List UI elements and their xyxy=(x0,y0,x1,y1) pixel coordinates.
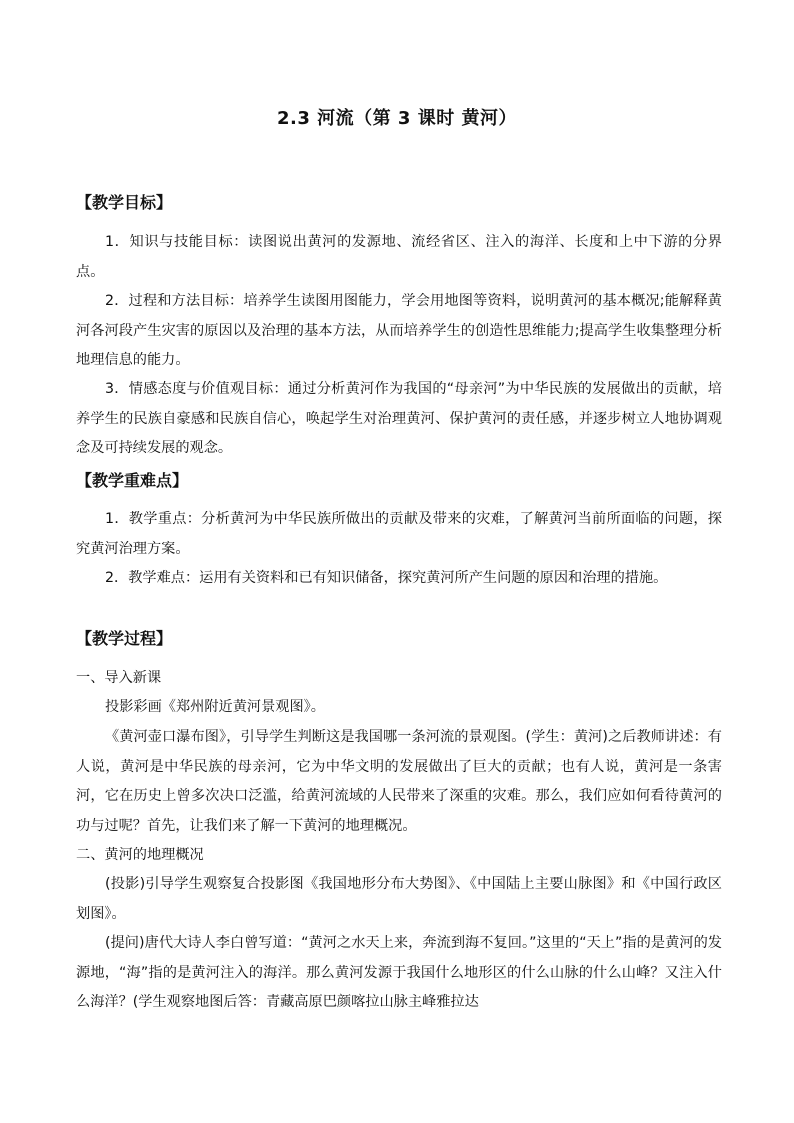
goals-heading: 【教学目标】 xyxy=(76,193,173,212)
goal-item-2: 2．过程和方法目标：培养学生读图用图能力，学会用地图等资料，说明黄河的基本概况;能解释黄河各河段产生灾害的原因以及治理的基本方法，从而培养学生的创造性思维能力;提高学生收集整理分析地理信息的能力。 xyxy=(76,293,722,368)
process-part1-title: 一、导入新课 xyxy=(76,670,162,686)
process-part2-paragraph-1: (投影)引导学生观察复合投影图《我国地形分布大势图》、《中国陆上主要山脉图》和《中国行政区划图》。 xyxy=(76,876,722,922)
page-title: 2.3 河流（第 3 课时 黄河） xyxy=(277,108,517,129)
process-part1-paragraph: 《黄河壶口瀑布图》，引导学生判断这是我国哪一条河流的景观图。(学生：黄河)之后教师讲述：有人说，黄河是中华民族的母亲河，它为中华文明的发展做出了巨大的贡献；也有人说，黄河是一条害河，它在历史上曾多次决口泛滥，给黄河流域的人民带来了深重的灾难。那么，我们应如何看待黄河的功与过呢？首先，让我们来了解一下黄河的地理概况。 xyxy=(76,729,722,834)
key-point-1: 1．教学重点：分析黄河为中华民族所做出的贡献及带来的灾难，了解黄河当前所面临的问题，探究黄河治理方案。 xyxy=(76,511,722,557)
process-part2-title: 二、黄河的地理概况 xyxy=(76,847,204,863)
process-part2-paragraph-2: (提问)唐代大诗人李白曾写道：“黄河之水天上来，奔流到海不复回。”这里的“天上”指的是黄河的发源地，“海”指的是黄河注入的海洋。那么黄河发源于我国什么地形区的什么山脉的什么山峰？又注入什么海洋？(学生观察地图后答：青藏高原巴颜喀拉山脉主峰雅拉达 xyxy=(76,935,722,1010)
goal-item-1: 1．知识与技能目标：读图说出黄河的发源地、流经省区、注入的海洋、长度和上中下游的分界点。 xyxy=(76,234,722,280)
goal-item-3: 3．情感态度与价值观目标：通过分析黄河作为我国的“母亲河”为中华民族的发展做出的贡献，培养学生的民族自豪感和民族自信心，唤起学生对治理黄河、保护黄河的责任感，并逐步树立人地协调观念及可持续发展的观念。 xyxy=(76,381,722,456)
process-heading: 【教学过程】 xyxy=(76,629,173,648)
key-points-heading: 【教学重难点】 xyxy=(76,471,189,490)
key-point-2: 2．教学难点：运用有关资料和已有知识储备，探究黄河所产生问题的原因和治理的措施。 xyxy=(105,570,668,586)
process-part1-line: 投影彩画《郑州附近黄河景观图》。 xyxy=(105,699,325,715)
